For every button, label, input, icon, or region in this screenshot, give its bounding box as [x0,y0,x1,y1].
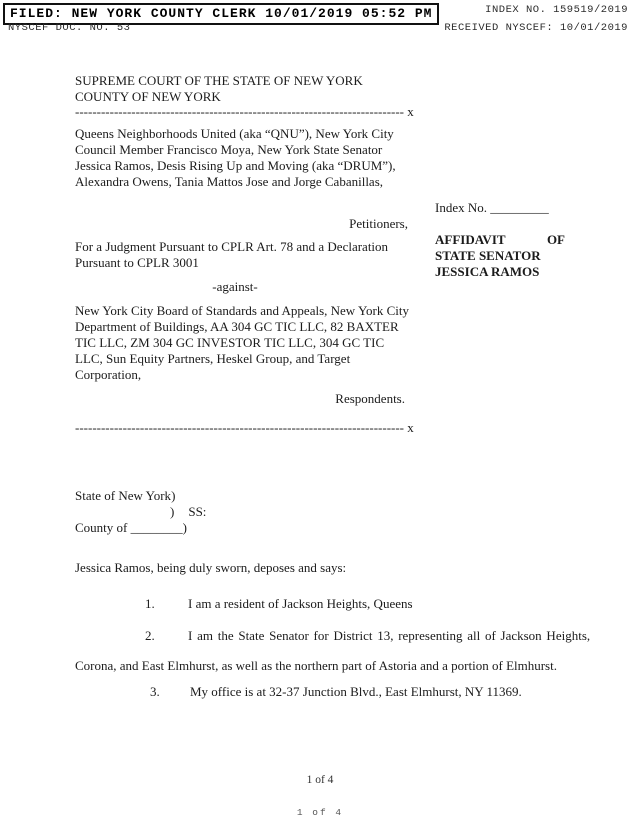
respondents-label: Respondents. [335,391,405,406]
petitioner-line: Jessica Ramos, Desis Rising Up and Moving (aka “DRUM”), [75,158,396,173]
respondents-names [75,303,409,383]
respondent-line: New York City Board of Standards and Appeals, New York City [75,303,410,318]
nyscef-doc-number: NYSCEF DOC. NO. 53 [8,22,131,34]
caption-divider-top: ---------------------------------------------------------------------------- x [75,104,414,119]
title-word: OF [546,232,565,247]
petitioner-line: Council Member Francisco Moya, New York State Senator [75,142,383,157]
county-name: COUNTY OF NEW YORK [75,89,221,104]
venue-paren: ) [182,520,187,535]
court-heading [75,73,363,105]
para-1-number: 1. [145,596,155,611]
index-number-stamp: INDEX NO. 159519/2019 [485,4,628,16]
petitioners-label: Petitioners, [349,216,408,231]
caption-divider-bottom: ---------------------------------------------------------------------------- x [75,420,414,435]
venue-paren: ) [171,488,176,503]
para-2-text-line1: I am the State Senator for District 13, representing all of Jackson Heights, [188,628,591,643]
respondent-line: Department of Buildings, AA 304 GC TIC LLC, 82 BAXTER [75,319,399,334]
against-label: -against- [212,279,258,294]
respondent-line: TIC LLC, ZM 304 GC INVESTOR TIC LLC, 304 GC TIC [75,335,385,350]
para-3-text: My office is at 32-37 Junction Blvd., East Elmhurst, NY 11369. [190,684,522,699]
venue-county-row [75,520,206,536]
venue-block [75,488,206,536]
para-2-number: 2. [145,628,155,643]
affiant-opening: Jessica Ramos, being duly sworn, deposes and says: [75,560,347,575]
filed-stamp-banner: FILED: NEW YORK COUNTY CLERK 10/01/2019 05:52 PM [3,3,439,25]
venue-ss: SS: [188,504,207,519]
respondent-line: Corporation, [75,367,142,382]
received-nyscef-stamp: RECEIVED NYSCEF: 10/01/2019 [444,22,628,34]
document-page-number: 1 of 4 [306,774,334,786]
respondent-line: LLC, Sun Equity Partners, Heskel Group, and Target [75,351,351,366]
para-1-text: I am a resident of Jackson Heights, Queens [188,596,413,611]
judgment-clause [75,239,388,271]
venue-paren: ) [170,504,175,519]
judgment-line: Pursuant to CPLR 3001 [75,255,199,270]
court-name: SUPREME COURT OF THE STATE OF NEW YORK [75,73,363,88]
para-3-number: 3. [150,684,160,699]
document-title [435,232,565,280]
petitioner-line: Alexandra Owens, Tania Mattos Jose and Jorge Cabanillas, [75,174,384,189]
petitioners-names [75,126,396,190]
venue-state-row [75,488,206,504]
venue-county-blank: County of ________ [75,520,183,535]
title-line: JESSICA RAMOS [435,264,540,279]
nyscef-page-number: 1 of 4 [296,807,344,818]
title-word: AFFIDAVIT [435,232,506,247]
venue-ss-row [75,504,206,520]
petitioner-line: Queens Neighborhoods United (aka “QNU”), New York City [75,126,394,141]
para-2-text-line2: Corona, and East Elmhurst, as well as the northern part of Astoria and a portion of Elmhurst. [75,658,557,673]
judgment-line: For a Judgment Pursuant to CPLR Art. 78 and a Declaration [75,239,389,254]
venue-state: State of New York [75,488,172,503]
title-line: STATE SENATOR [435,248,541,263]
index-no-blank: Index No. _________ [435,200,549,215]
